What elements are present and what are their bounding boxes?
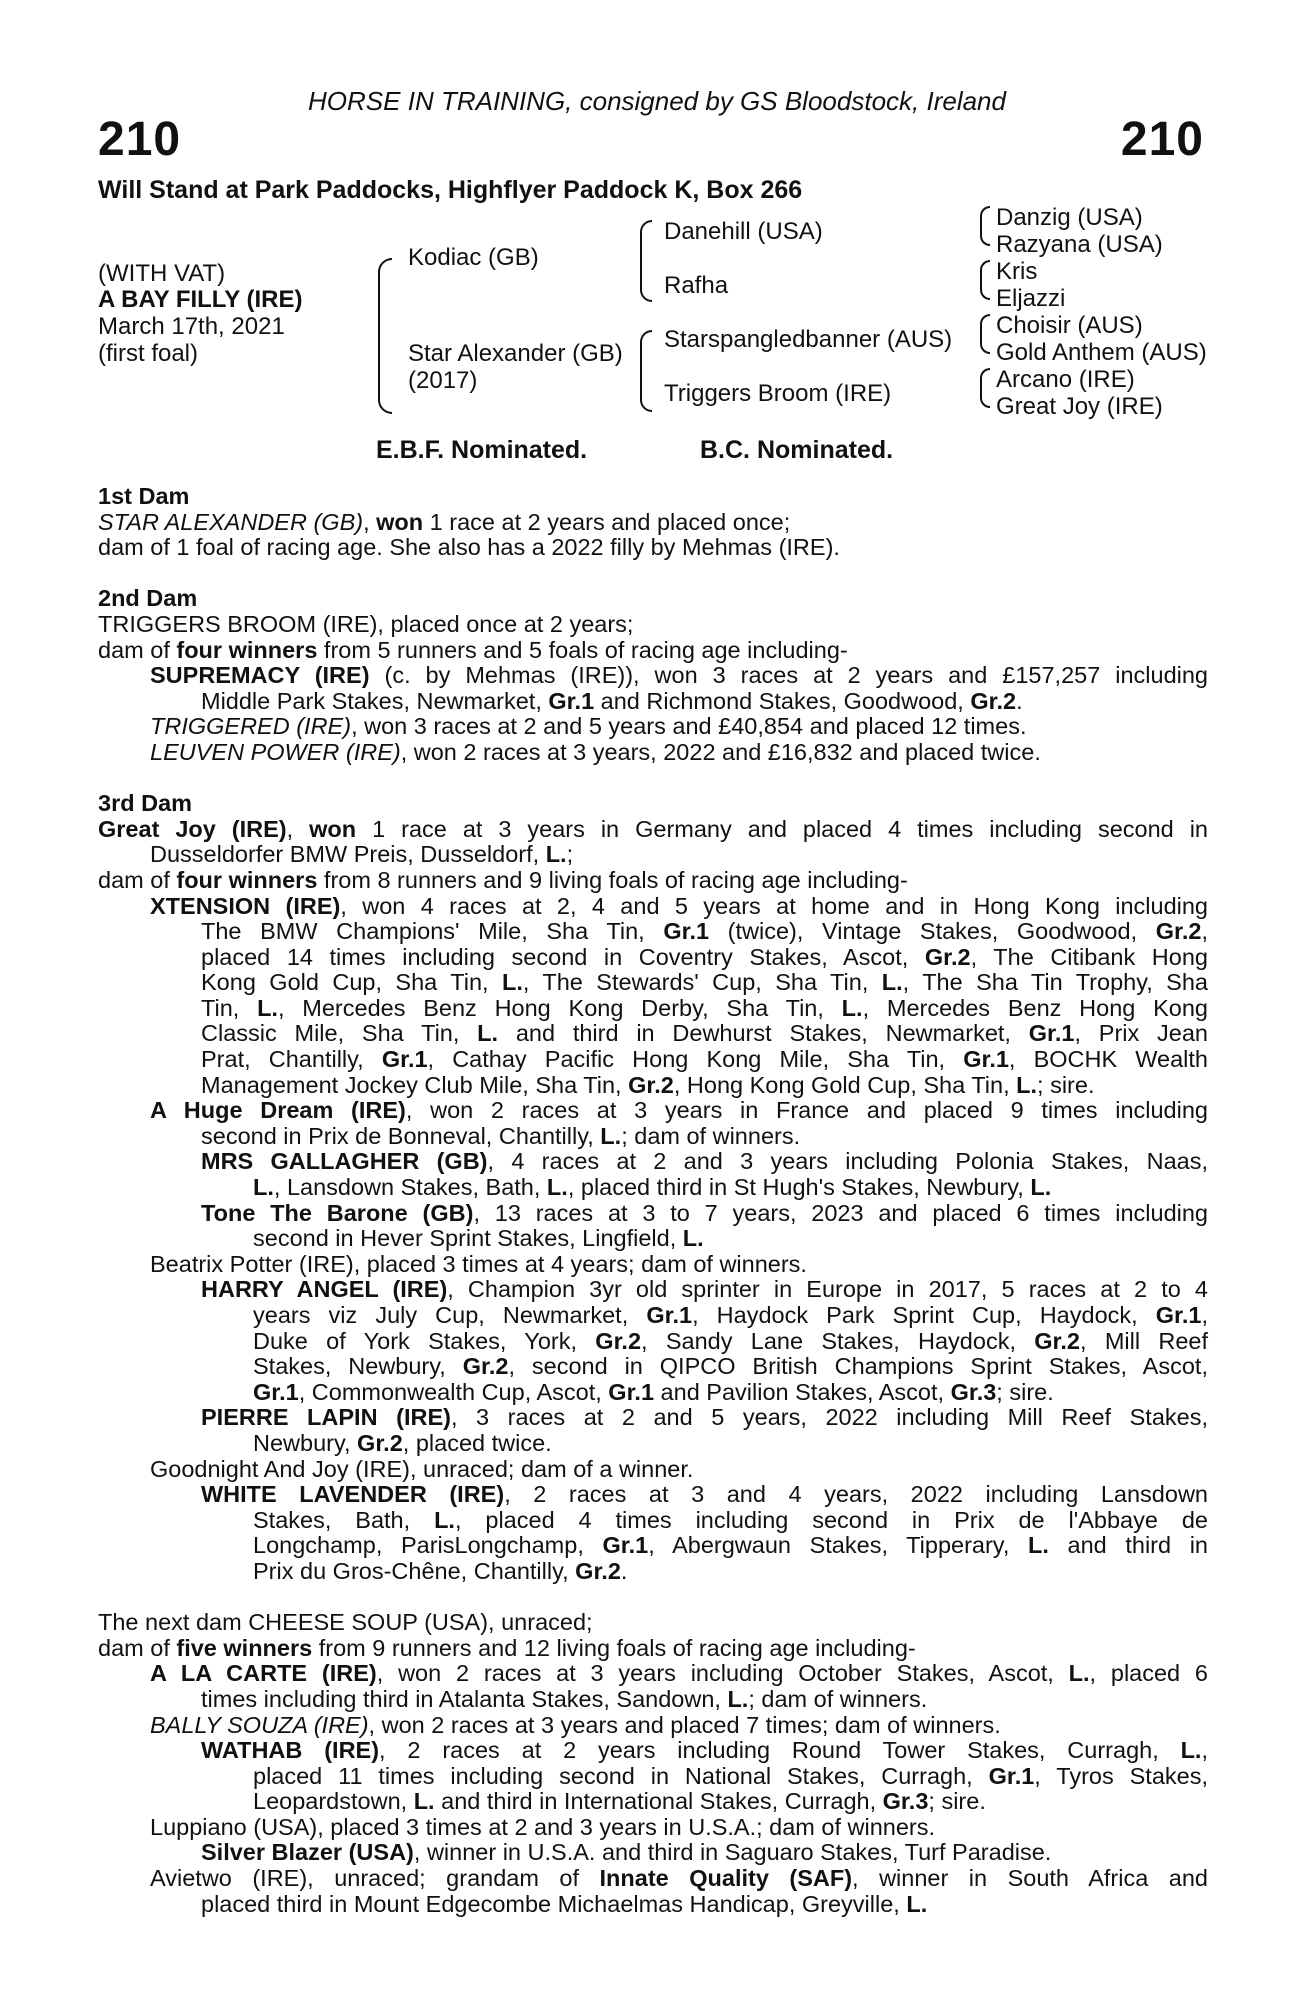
text-run: , Champion 3yr old sprinter in Europe in 2017, 5 races at 2 to 4 [447,1276,1208,1303]
text-run: and third in International Stakes, Curragh, [434,1788,883,1815]
avietwo-line-1 [98,1866,1208,1892]
text-run: 1 race at 3 years in Germany and placed 4 times including second in [356,815,1208,842]
pedigree-sire-sire: Danehill (USA) [664,218,823,245]
horse-name-bold: MRS GALLAGHER (GB) [201,1148,488,1175]
text-run: and Pavilion Stakes, Ascot, [654,1378,951,1405]
horse-name-bold: XTENSION (IRE) [150,892,341,919]
grade: L. [477,1020,499,1047]
text-run: Classic Mile, Sha Tin, [201,1020,478,1047]
grade: Gr.2 [357,1429,403,1456]
text-run: , placed third in St Hugh's Stakes, Newbury, [567,1174,1031,1201]
triggered-line [98,714,1208,740]
pedigree-brace-dam [640,330,652,412]
second-dam-line-2 [98,638,1208,664]
text-run: , Mill Reef [1080,1327,1208,1354]
text-run: . [620,1557,628,1584]
foaling-date: March 17th, 2021 [98,313,285,340]
pedigree-gg7: Arcano (IRE) [996,366,1135,393]
white-lavender-line-1 [98,1482,1208,1508]
xtension-line-7 [98,1047,1208,1073]
third-dam-heading: 3rd Dam [98,790,193,817]
text-run: Stakes, Bath, [253,1506,435,1533]
horse-name-bold: A Huge Dream (IRE) [150,1097,406,1124]
stand-location: Will Stand at Park Paddocks, Highflyer Paddock K, Box 266 [98,176,803,204]
pedigree-gg2: Razyana (USA) [996,231,1163,258]
horse-name-bold: WATHAB (IRE) [201,1737,380,1764]
pedigree-brace-g4 [980,368,990,408]
horse-name-italic: TRIGGERED (IRE) [150,713,352,740]
grade: Gr.1 [602,1532,649,1559]
horse-name-bold: WHITE LAVENDER (IRE) [201,1481,505,1508]
grade: Gr.2 [628,1071,674,1098]
text-run: ; sire. [1037,1071,1095,1098]
pedigree-dam-sire: Starspangledbanner (AUS) [664,326,953,353]
grade: L. [1027,1532,1049,1559]
lot-number-left: 210 [98,113,182,166]
text-run: placed 11 times including second in National Stakes, Curragh, [253,1762,989,1789]
pedigree-brace-sire [640,220,652,302]
a-la-carte-line-2 [98,1687,1208,1713]
grade: L. [546,1174,568,1201]
first-dam-line-1 [98,510,1208,536]
grade: Gr.1 [608,1378,655,1405]
dam-name: STAR ALEXANDER (GB) [98,508,364,535]
grade: Gr.1 [1155,1302,1202,1328]
text-run: , Mercedes Benz Hong Kong Derby, Sha Tin, [277,994,842,1021]
supremacy-line-1 [98,663,1208,689]
text-run: , [1201,918,1208,945]
won-text: won [309,815,357,842]
text-run: ; sire. [996,1378,1054,1405]
grade: Gr.2 [970,687,1017,714]
ebf-nomination: E.B.F. Nominated. [376,436,588,464]
foal-note: (first foal) [98,340,199,367]
text-run: Prix du Gros-Chêne, Chantilly, [253,1557,576,1584]
text-run: dam of [98,1634,177,1661]
text-run: , BOCHK Wealth [1008,1046,1209,1073]
pedigree-gg8: Great Joy (IRE) [996,393,1163,420]
grade: Gr.1 [381,1046,428,1073]
grade: Gr.2 [462,1353,509,1380]
harry-angel-line-1 [98,1277,1208,1303]
text-run: (twice), Vintage Stakes, Goodwood, [709,918,1156,945]
xtension-line-1 [98,894,1208,920]
spacer [98,1585,1208,1611]
horse-name-italic: LEUVEN POWER (IRE) [150,738,401,765]
pedigree-sire: Kodiac (GB) [408,244,539,271]
text-run: , won 2 races at 3 years in France and placed 9 times including [405,1097,1208,1124]
pedigree-gg5: Choisir (AUS) [996,312,1143,339]
text-run: , winner in South Africa and [852,1865,1208,1892]
text-run: ; [566,841,574,868]
tone-the-barone-line-1 [98,1201,1208,1227]
text-run: Tin, [201,994,258,1021]
second-dam-heading: 2nd Dam [98,585,198,612]
text-run: second in Prix de Bonneval, Chantilly, [201,1122,601,1149]
text-run: , 4 races at 2 and 3 years including Polonia Stakes, Naas, [487,1148,1208,1175]
winners-count: five winners [176,1634,313,1661]
white-lavender-line-4 [98,1559,1208,1585]
produce-record [98,484,1208,1917]
xtension-line-6 [98,1021,1208,1047]
horse-name-bold: HARRY ANGEL (IRE) [201,1276,448,1303]
grade: Gr.1 [548,687,595,714]
grade: L. [1068,1660,1090,1687]
vat-note: (WITH VAT) [98,260,226,287]
text-run: , 2 races at 2 years including Round Tower Stakes, Curragh, [379,1737,1181,1764]
text-run: , placed 4 times including second in Prix de l'Abbaye de [454,1506,1208,1533]
text-run: , [363,508,377,535]
text-run: , won 2 races at 3 years and placed 7 times; dam of winners. [368,1711,1001,1738]
pedigree-brace-g3 [980,314,990,354]
text-run: , 3 races at 2 and 5 years, 2022 including Mill Reef Stakes, [450,1404,1208,1431]
pedigree-brace-main [378,258,392,414]
text-run: , won 4 races at 2, 4 and 5 years at home and in Hong Kong including [340,892,1209,919]
xtension-line-8 [98,1073,1208,1099]
text-run: Stakes, Newbury, [253,1353,463,1380]
text-run: , [1201,1302,1208,1328]
grade: L. [727,1685,749,1712]
grade: L. [413,1788,435,1815]
horse-name-bold: Great Joy (IRE) [98,815,287,842]
text-run: , The Stewards' Cup, Sha Tin, [522,969,882,996]
grade: Gr.2 [595,1327,642,1354]
wathab-line-3 [98,1789,1208,1815]
text-run: , [286,815,310,842]
grade: Gr.3 [882,1788,929,1815]
pedigree-gg3: Kris [996,258,1038,285]
grade: Gr.3 [950,1378,997,1405]
grade: L. [1030,1174,1052,1201]
text-run: and Richmond Stakes, Goodwood, [594,687,971,714]
text-run: Kong Gold Cup, Sha Tin, [201,969,502,996]
text-run: dam of [98,636,177,663]
text-run: , Sandy Lane Stakes, Haydock, [641,1327,1035,1354]
text-run: , Commonwealth Cup, Ascot, [298,1378,609,1405]
grade: L. [501,969,523,996]
text-run: , Abergwaun Stakes, Tipperary, [648,1532,1028,1559]
grade: L. [906,1890,928,1917]
text-run: and third in [1048,1532,1208,1559]
text-run: Middle Park Stakes, Newmarket, [201,687,549,714]
grade: Gr.1 [988,1762,1035,1789]
harry-angel-line-3 [98,1329,1208,1355]
supremacy-line-2 [98,689,1208,715]
third-dam-produce [98,868,1208,894]
text-run: Prat, Chantilly, [201,1046,382,1073]
text-run: Longchamp, ParisLongchamp, [253,1532,603,1559]
first-dam-line-2: dam of 1 foal of racing age. She also has a 2022 filly by Mehmas (IRE). [98,534,840,561]
grade: Gr.2 [575,1557,621,1584]
bc-nomination: B.C. Nominated. [700,436,894,464]
grade: L. [257,994,278,1021]
text-run: , won 3 races at 2 and 5 years and £40,854 and placed 12 times. [351,713,1027,740]
text-run: placed 14 times including second in Coventry Stakes, Ascot, [201,943,925,970]
pedigree-dam-dam: Triggers Broom (IRE) [664,380,892,407]
xtension-line-3 [98,945,1208,971]
pedigree-dam-year: (2017) [408,367,478,394]
harry-angel-line-5 [98,1380,1208,1406]
text-run: , Prix Jean [1074,1020,1208,1047]
second-dam-line-1: TRIGGERS BROOM (IRE), placed once at 2 years; [98,610,634,637]
horse-name-bold: SUPREMACY (IRE) [150,662,370,689]
tone-the-barone-line-2 [98,1226,1208,1252]
white-lavender-line-2 [98,1508,1208,1534]
horse-name-bold: PIERRE LAPIN (IRE) [201,1404,451,1431]
grade: Gr.1 [253,1378,299,1405]
grade: Gr.1 [663,918,710,945]
consignment-line: HORSE IN TRAINING, consigned by GS Bloodstock, Ireland [308,86,1006,116]
horse-name-italic: BALLY SOUZA (IRE) [150,1711,369,1738]
text-run: , Lansdown Stakes, Bath, [273,1174,547,1201]
text-run: , [1201,1737,1208,1764]
text-run: Avietwo (IRE), unraced; grandam of [150,1865,600,1892]
grade: L. [1016,1071,1038,1098]
luppiano-line: Luppiano (USA), placed 3 times at 2 and 3 years in U.S.A.; dam of winners. [150,1813,936,1840]
text-run: from 8 runners and 9 living foals of racing age including- [317,866,908,893]
horse-name-bold: A LA CARTE (IRE) [150,1660,377,1687]
pierre-lapin-line-1 [98,1405,1208,1431]
text-run: , placed 6 [1089,1660,1209,1687]
text-run: years viz July Cup, Newmarket, [253,1302,647,1328]
beatrix-potter-line: Beatrix Potter (IRE), placed 3 times at 4 years; dam of winners. [150,1250,807,1277]
horse-name-bold: Tone The Barone (GB) [201,1199,474,1226]
text-run: , won 2 races at 3 years including October Stakes, Ascot, [376,1660,1069,1687]
pedigree-sire-dam: Rafha [664,272,729,299]
spacer [98,766,1208,792]
grade: L. [545,841,567,868]
next-dam-line-1: The next dam CHEESE SOUP (USA), unraced; [98,1609,593,1636]
a-huge-dream-line-2 [98,1124,1208,1150]
grade: L. [1180,1737,1202,1764]
text-run: , Mercedes Benz Hong Kong [862,994,1208,1021]
white-lavender-line-3 [98,1533,1208,1559]
pedigree-gg4: Eljazzi [996,285,1066,312]
bally-souza-line [98,1713,1208,1739]
grade: Gr.2 [1034,1327,1080,1354]
text-run: placed third in Mount Edgecombe Michaelmas Handicap, Greyville, [201,1890,907,1917]
horse-name: A BAY FILLY (IRE) [98,286,303,313]
text-run: The BMW Champions' Mile, Sha Tin, [201,918,664,945]
harry-angel-line-4 [98,1354,1208,1380]
next-dam-line-2 [98,1636,1208,1662]
goodnight-and-joy-line: Goodnight And Joy (IRE), unraced; dam of a winner. [150,1455,694,1482]
pedigree-gg1: Danzig (USA) [996,204,1143,231]
text-run: . [1016,687,1023,714]
lot-number-right: 210 [1120,113,1204,166]
winners-count: four winners [176,866,318,893]
text-run: , 2 races at 3 and 4 years, 2022 including Lansdown [504,1481,1208,1508]
first-dam-heading: 1st Dam [98,483,190,509]
text-run: , Haydock Park Sprint Cup, Haydock, [692,1302,1156,1328]
grade: Gr.1 [963,1046,1009,1073]
mrs-gallagher-line-2 [98,1175,1208,1201]
xtension-line-5 [98,996,1208,1022]
avietwo-line-2 [98,1892,1208,1918]
winners-count: four winners [176,636,318,663]
won-text: won [376,508,424,535]
grade: L. [682,1225,704,1252]
great-joy-line-1 [98,817,1208,843]
grade: Gr.2 [1155,918,1202,945]
grade: L. [881,969,903,996]
pedigree-gg6: Gold Anthem (AUS) [996,339,1207,366]
grade: Gr.1 [1028,1020,1075,1047]
text-run: 1 race at 2 years and placed once; [423,508,791,535]
text-run: , The Citibank Hong [970,943,1208,970]
harry-angel-line-2 [98,1303,1208,1329]
text-run: second in Hever Sprint Stakes, Lingfield, [253,1225,683,1252]
text-run: Duke of York Stakes, York, [253,1327,596,1354]
text-run: Newbury, [253,1429,358,1456]
a-huge-dream-line-1 [98,1098,1208,1124]
text-run: dam of [98,866,177,893]
wathab-line-1 [98,1738,1208,1764]
text-run: ; sire. [928,1788,986,1815]
text-run: , Tyros Stakes, [1034,1762,1208,1789]
spacer [98,561,1208,587]
pedigree-brace-g2 [980,260,990,300]
grade: Gr.2 [924,943,971,970]
mrs-gallagher-line-1 [98,1149,1208,1175]
text-run: , The Sha Tin Trophy, Sha [902,969,1208,996]
text-run: , won 2 races at 3 years, 2022 and £16,832 and placed twice. [400,738,1041,765]
grade: L. [253,1174,274,1201]
text-run: from 9 runners and 12 living foals of racing age including- [312,1634,916,1661]
text-run: , Cathay Pacific Hong Kong Mile, Sha Tin, [427,1046,964,1073]
grade: L. [841,994,863,1021]
text-run: , second in QIPCO British Champions Sprint Stakes, Ascot, [508,1353,1208,1380]
text-run: from 5 runners and 5 foals of racing age including- [317,636,848,663]
pierre-lapin-line-2 [98,1431,1208,1457]
text-run: , 13 races at 3 to 7 years, 2023 and placed 6 times including [473,1199,1208,1226]
wathab-line-2 [98,1764,1208,1790]
xtension-line-2 [98,919,1208,945]
text-run: and third in Dewhurst Stakes, Newmarket, [498,1020,1029,1047]
horse-name-bold: Silver Blazer (USA) [201,1839,414,1866]
text-run: Dusseldorfer BMW Preis, Dusseldorf, [150,841,546,868]
pedigree-dam: Star Alexander (GB) [408,340,623,367]
text-run: times including third in Atalanta Stakes, Sandown, [201,1685,728,1712]
great-joy-line-2 [98,842,1208,868]
grade: Gr.1 [646,1302,693,1328]
text-run: Management Jockey Club Mile, Sha Tin, [201,1071,629,1098]
horse-name-bold: Innate Quality (SAF) [599,1865,853,1892]
xtension-line-4 [98,970,1208,996]
silver-blazer-line [98,1840,1208,1866]
text-run: ; dam of winners. [621,1122,801,1149]
text-run: , Hong Kong Gold Cup, Sha Tin, [673,1071,1017,1098]
leuven-power-line [98,740,1208,766]
text-run: (c. by Mehmas (IRE)), won 3 races at 2 years and £157,257 including [369,662,1209,689]
pedigree-brace-g1 [980,206,990,246]
grade: L. [434,1506,455,1533]
grade: L. [600,1122,622,1149]
text-run: ; dam of winners. [748,1685,928,1712]
a-la-carte-line-1 [98,1661,1208,1687]
text-run: Leopardstown, [253,1788,414,1815]
text-run: , winner in U.S.A. and third in Saguaro Stakes, Turf Paradise. [413,1839,1052,1866]
text-run: , placed twice. [402,1429,552,1456]
